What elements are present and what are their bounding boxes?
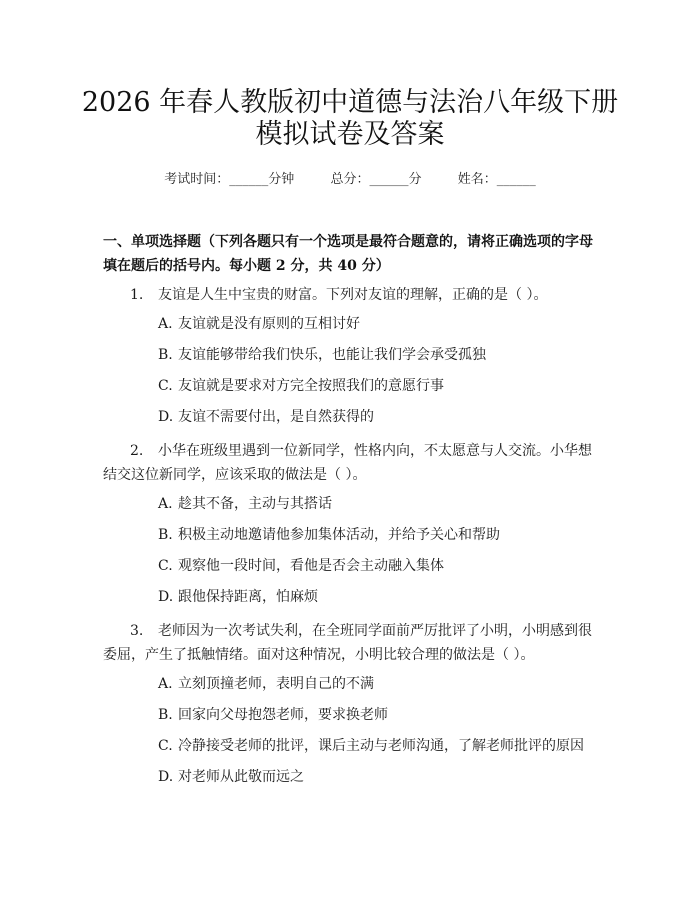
option-text: 积极主动地邀请他参加集体活动，并给予关心和帮助 <box>178 527 500 543</box>
option-text: 冷静接受老师的批评，课后主动与老师沟通，了解老师批评的原因 <box>178 738 584 754</box>
option-letter: D. <box>158 769 174 785</box>
question-stem <box>103 283 603 307</box>
option-text: 友谊就是要求对方完全按照我们的意愿行事 <box>178 378 444 394</box>
option-item <box>158 705 608 725</box>
option-item <box>158 587 608 607</box>
option-text: 观察他一段时间，看他是否会主动融入集体 <box>178 558 444 574</box>
exam-time-field: 考试时间：______分钟 <box>164 172 295 187</box>
option-letter: C. <box>158 738 173 754</box>
option-item <box>158 376 608 396</box>
exam-meta <box>0 168 700 187</box>
option-item <box>158 767 608 787</box>
option-letter: A. <box>158 676 173 692</box>
option-text: 趁其不备，主动与其搭话 <box>178 496 332 512</box>
option-text: 回家向父母抱怨老师，要求换老师 <box>178 707 388 723</box>
question-text: 老师因为一次考试失利，在全班同学面前严厉批评了小明，小明感到很委屈，产生了抵触情绪。面对这种情况，小明比较合理的做法是（ ）。 <box>103 623 592 663</box>
option-letter: C. <box>158 558 173 574</box>
option-letter: D. <box>158 589 174 605</box>
student-name-field: 姓名：______ <box>457 172 536 187</box>
option-text: 友谊能够带给我们快乐，也能让我们学会承受孤独 <box>178 347 486 363</box>
option-item <box>158 736 608 756</box>
option-letter: D. <box>158 409 174 425</box>
option-letter: B. <box>158 347 173 363</box>
option-item <box>158 314 608 334</box>
option-letter: A. <box>158 496 173 512</box>
option-item <box>158 556 608 576</box>
option-text: 友谊就是没有原则的互相讨好 <box>178 316 360 332</box>
option-text: 立刻顶撞老师，表明自己的不满 <box>178 676 374 692</box>
option-text: 跟他保持距离，怕麻烦 <box>178 589 318 605</box>
question-number: 3. <box>130 623 144 639</box>
question-number: 2. <box>130 443 144 459</box>
option-letter: A. <box>158 316 173 332</box>
question-number: 1. <box>130 287 144 303</box>
option-letter: B. <box>158 707 173 723</box>
option-letter: C. <box>158 378 173 394</box>
question-stem <box>103 439 603 487</box>
option-item <box>158 494 608 514</box>
question-text: 友谊是人生中宝贵的财富。下列对友谊的理解，正确的是（ ）。 <box>158 287 548 303</box>
option-item <box>158 674 608 694</box>
option-letter: B. <box>158 527 173 543</box>
option-text: 友谊不需要付出，是自然获得的 <box>178 409 374 425</box>
section-heading: 一、单项选择题（下列各题只有一个选项是最符合题意的，请将正确选项的字母填在题后的括号内。每小题 2 分，共 40 分） <box>103 234 593 274</box>
question-text: 小华在班级里遇到一位新同学，性格内向，不太愿意与人交流。小华想结交这位新同学，应该采取的做法是（ ）。 <box>103 443 592 483</box>
option-item <box>158 407 608 427</box>
option-text: 对老师从此敬而远之 <box>178 769 304 785</box>
option-item <box>158 345 608 365</box>
exam-title-line2: 模拟试卷及答案 <box>255 119 445 150</box>
option-item <box>158 525 608 545</box>
total-score-field: 总分：______分 <box>330 172 422 187</box>
question-stem <box>103 619 603 667</box>
exam-title-line1: 2026 年春人教版初中道德与法治八年级下册 <box>81 87 619 118</box>
